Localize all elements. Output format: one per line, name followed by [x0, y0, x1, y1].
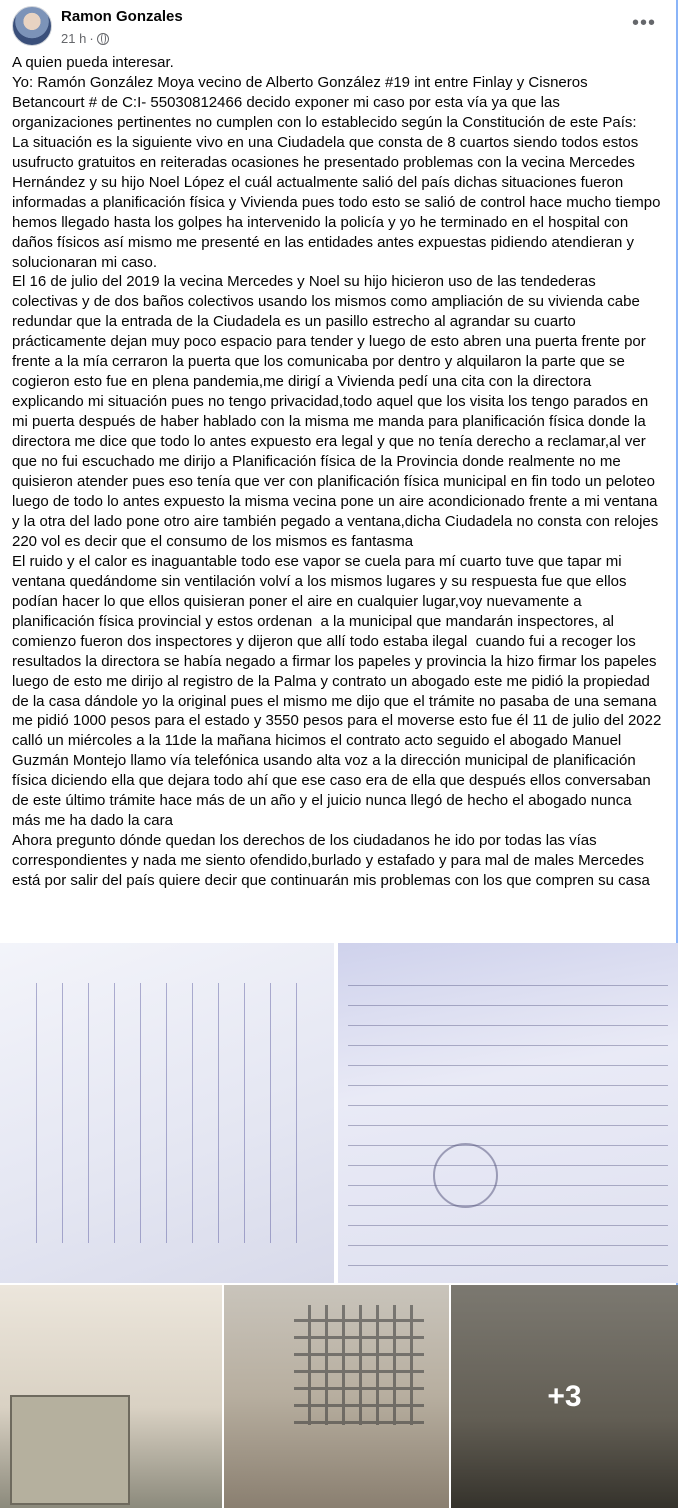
post-paragraph: Yo: Ramón González Moya vecino de Alberto González #19 int entre Finlay y Cisneros Betancourt # de C:I- 55030812466 decido exponer mi caso por esta vía ya que las organizaciones pertinentes no cumplen con lo establecido según la Constitución de este País:: [12, 73, 637, 131]
post-paragraph: El ruido y el calor es inaguantable todo ese vapor se cuela para mí cuarto tuve que tapar mi ventana quedándome sin ventilación volví a los mismos lugares y su respuesta fue que ellos podían hacer lo que ellos quisieran poner el aire en cualquier lugar,voy nuevamente a planificación física provincial y estos ordenan a la municipal que mandarán inspectores, al comienzo fueron dos inspectores y dijeron que allí todo estaba ilegal cuando fui a recoger los resultados la directora se había negado a firmar los papeles y provincia la hizo firmar los papeles luego de esto me dirijo al registro de la Palma y contrato un abogado este me pidió la propiedad de la casa dándole yo la original pues el mismo me dijo que el trámite no pasaba de una semana me pidió 1000 pesos para el estado y 3550 pesos para el moverse esto fue él 11 de julio del 2022 calló un miércoles a la 11de la mañana hicimos el contrato acto seguido el abogado Manuel Guzmán Montejo llamo vía telefónica usando alta voz a la dirección municipal de planificación física diciendo ella que dejara todo ahí que ese caso era de ella que después ellos conversaban de este último trámite hace más de un año y el juicio nunca llegó de hecho el abogado nunca más me ha dado la cara: [12, 552, 666, 830]
photo-wall-meter[interactable]: [0, 1285, 222, 1508]
photo-window-bars[interactable]: [224, 1285, 449, 1508]
post-paragraph: A quien pueda interesar.: [12, 54, 174, 71]
author-name[interactable]: Ramon Gonzales: [61, 8, 183, 25]
post-time[interactable]: 21 h: [61, 31, 87, 46]
meta-separator: ·: [89, 31, 94, 46]
post-body: [12, 53, 666, 891]
post-paragraph: Ahora pregunto dónde quedan los derechos de los ciudadanos he ido por todas las vías correspondientes y nada me siento ofendido,burlado y estafado y para mal de males Mercedes está por salir del país quiere decir que continuarán mis problemas con los que compren su casa: [12, 832, 650, 890]
photo-grid: [0, 943, 678, 1508]
post-header: [12, 4, 662, 48]
electric-meter: [10, 1395, 130, 1505]
more-photos-count: +3: [547, 1379, 582, 1413]
post-meta: [61, 31, 109, 46]
post-paragraph: El 16 de julio del 2019 la vecina Mercedes y Noel su hijo hicieron uso de las tendederas colectivas y de dos baños colectivos usando los mismos como ampliación de su vivienda cabe redundar que la entrada de la Ciudadela es un pasillo estrecho al agrandar su cuarto prácticamente dejan muy poco espacio para tender y luego de esto abren una puerta frente por frente a la mía cerraron la puerta que los comunicaba por dentro y alquilaron la parte que se cogieron esto fue en plena pandemia,me dirigí a Vivienda pedí una cita con la directora explicando mi situación pues no tengo privacidad,todo aquel que los visita los tengo parados en mi puerta después de haber hablado con la misma me manda para planificación física donde la directora me dice que todo lo antes expuesto era legal y que no tenía derecho a reclamar,al ver que no fui escuchado me dirijo a Planificación física de la Provincia donde realmente no me quisieron atender pues eso tenía que ver con planificación física municipal en fin todo un peloteo luego de todo lo antes expuesto la misma vecina pone un aire acondicionado frente a mi ventana y la otra del lado pone otro aire también pegado a ventana,dicha Ciudadela no consta con relojes 220 vol es decir que el consumo de los mismos es fantasma: [12, 273, 663, 550]
more-photos-overlay[interactable]: [451, 1285, 678, 1508]
photo-document-1[interactable]: [0, 943, 334, 1283]
document-text-lines: [348, 973, 668, 1273]
avatar[interactable]: [12, 6, 52, 46]
stamp-mark: [433, 1143, 498, 1208]
more-options-button[interactable]: •••: [631, 12, 656, 34]
document-text-lines: [20, 983, 320, 1243]
globe-icon[interactable]: [97, 33, 109, 45]
photo-air-conditioner[interactable]: [451, 1285, 678, 1508]
post-paragraph: La situación es la siguiente vivo en una Ciudadela que consta de 8 cuartos siendo todos estos usufructo gratuitos en reiteradas ocasiones he presentado problemas con la vecina Mercedes Hernández y su hijo Noel López el cuál actualmente salió del país dichas situaciones fueron informadas a planificación física y Vivienda pues todo esto se salió de control hace mucho tiempo hemos llegado hasta los golpes ha intervenido la policía y yo he terminado en el hospital con daños físicos así mismo me presenté en las entidades antes expuestas pidiendo atendieran y solucionaran mi caso.: [12, 133, 665, 271]
photo-document-2[interactable]: [338, 943, 678, 1283]
window-grille: [294, 1305, 424, 1425]
